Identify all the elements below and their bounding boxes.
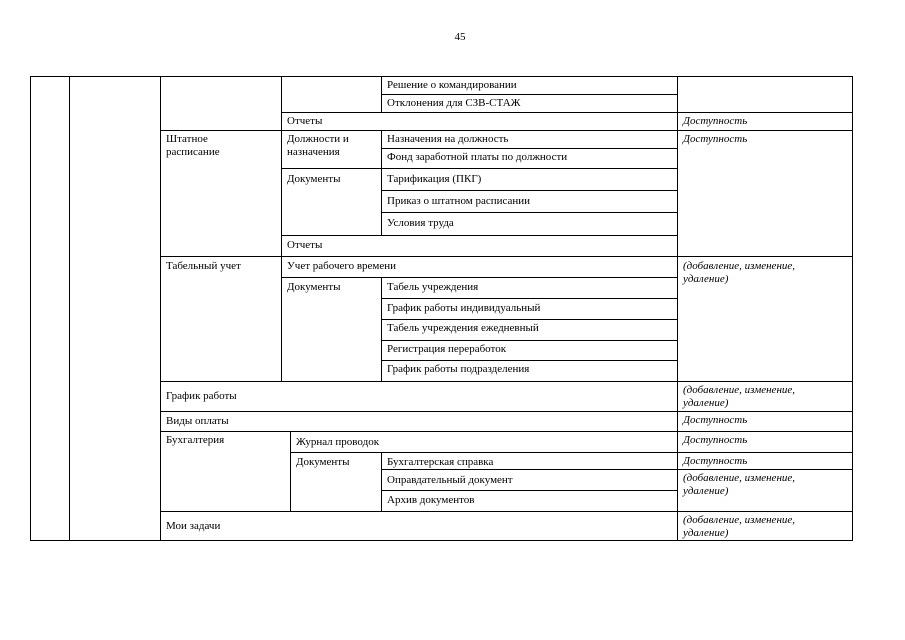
cell-tabel-uchrezhdenia: Табель учреждения xyxy=(387,281,479,293)
cell-moi-zadachi: Мои задачи xyxy=(166,520,221,532)
cell-access-edit: (добавление, изменение, удаление) xyxy=(683,514,796,539)
cell-tarifikacia: Тарификация (ПКГ) xyxy=(387,173,482,185)
cell-tabelny-uchet: Табельный учет xyxy=(166,260,241,272)
cell-buh-spravka: Бухгалтерская справка xyxy=(387,456,494,468)
cell-grafik-raboty: График работы xyxy=(166,390,237,402)
cell-pererabotki: Регистрация переработок xyxy=(387,343,507,355)
cell-opravdatelny: Оправдательный документ xyxy=(387,474,513,486)
cell-tabel-ezhednevny: Табель учреждения ежедневный xyxy=(387,322,539,334)
cell-access: Доступность xyxy=(683,133,748,145)
cell-access: Доступность xyxy=(683,115,748,127)
cell-otklonenia-szv-stazh: Отклонения для СЗВ-СТАЖ xyxy=(387,97,521,109)
cell-access: Доступность xyxy=(683,434,748,446)
cell-naznachenia: Назначения на должность xyxy=(387,133,509,145)
cell-dolzhnosti: Должности и назначения xyxy=(287,133,349,158)
cell-grafik-podrazdelenia: График работы подразделения xyxy=(387,363,530,375)
page-number: 45 xyxy=(454,31,466,43)
cell-vidy-oplaty: Виды оплаты xyxy=(166,415,229,427)
cell-fond-zarplaty: Фонд заработной платы по должности xyxy=(387,151,568,163)
cell-dokumenty: Документы xyxy=(287,173,341,185)
cell-dokumenty: Документы xyxy=(296,456,350,468)
cell-uchet-vremeni: Учет рабочего времени xyxy=(287,260,397,272)
cell-access-edit: (добавление, изменение, удаление) xyxy=(683,260,796,285)
cell-access-edit: (добавление, изменение, удаление) xyxy=(683,472,796,497)
cell-shtatnoe-raspisanie: Штатное расписание xyxy=(166,133,220,158)
cell-dokumenty: Документы xyxy=(287,281,341,293)
cell-otchety: Отчеты xyxy=(287,115,323,127)
cell-grafik-individualny: График работы индивидуальный xyxy=(387,302,541,314)
cell-prikaz: Приказ о штатном расписании xyxy=(387,195,531,207)
cell-uslovia-truda: Условия труда xyxy=(387,217,454,229)
cell-otchety: Отчеты xyxy=(287,239,323,251)
cell-access: Доступность xyxy=(683,455,748,467)
cell-arhiv: Архив документов xyxy=(387,494,475,506)
cell-access-edit: (добавление, изменение, удаление) xyxy=(683,384,796,409)
cell-zhurnal-provodok: Журнал проводок xyxy=(296,436,380,448)
cell-komandirovanie: Решение о командировании xyxy=(387,79,517,91)
cell-access: Доступность xyxy=(683,414,748,426)
cell-buhgalteria: Бухгалтерия xyxy=(166,434,225,446)
